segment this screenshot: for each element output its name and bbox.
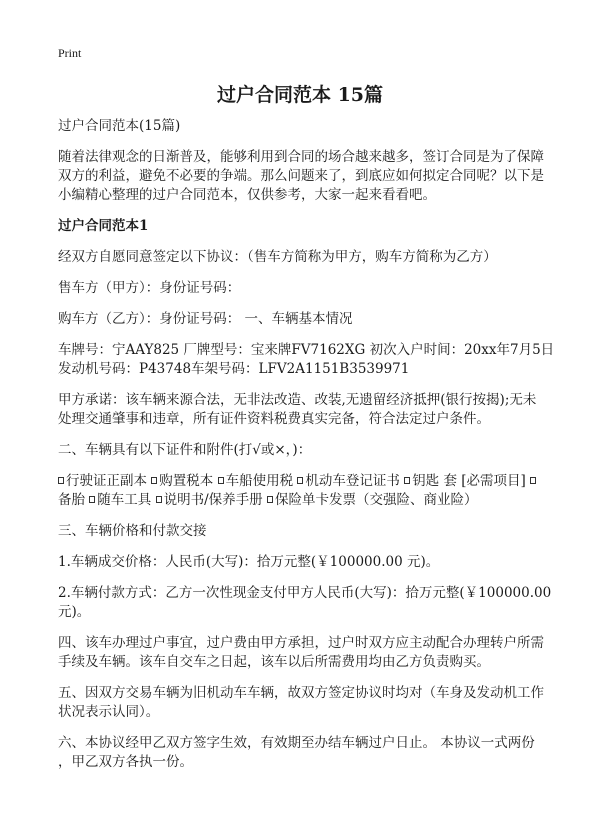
document-item: 说明书/保养手册 (163, 492, 263, 508)
section6-line: 六、本协议经甲乙双方签字生效，有效期至办结车辆过户日止。 本协议一式两份 (58, 735, 535, 751)
document-item: 行驶证正副本 (66, 473, 147, 489)
section-heading: 过户合同范本1 (58, 218, 149, 234)
checkbox-icon (156, 496, 162, 503)
intro-paragraph (58, 148, 560, 205)
checkbox-icon (218, 477, 224, 484)
checkbox-icon (151, 477, 157, 484)
section4-paragraph (58, 634, 560, 672)
document-item: 备胎 (58, 492, 85, 508)
section4-line: 手续及车辆。该车自交车之日起，该车以后所需费用均由乙方负责购买。 (58, 654, 490, 670)
seller-promise-line: 甲方承诺：该车辆来源合法，无非法改造、改装,无遗留经济抵押(银行按揭);无未 (58, 392, 537, 408)
checkbox-icon (58, 477, 64, 484)
documents-line (58, 491, 560, 510)
document-item: 车船使用税 (225, 473, 294, 489)
checkbox-icon (404, 477, 410, 484)
intro-line: 双方的利益，避免不必要的争端。那么问题来了，到底应如何拟定合同呢？以下是 (58, 168, 544, 184)
section6-paragraph (58, 734, 560, 772)
documents-line (58, 472, 560, 491)
documents-checklist (58, 472, 560, 510)
document-item: 购置税本 (159, 473, 214, 489)
payment-paragraph (58, 584, 560, 622)
document-item: 随车工具 (97, 492, 152, 508)
vehicle-info-paragraph (58, 341, 560, 379)
intro-line: 随着法律观念的日渐普及，能够利用到合同的场合越来越多，签订合同是为了保障 (58, 149, 544, 165)
buyer-paragraph: 购车方（乙方）：身份证号码： 一、车辆基本情况 (58, 311, 353, 327)
price-paragraph: 1.车辆成交价格：人民币(大写)：拾万元整(￥100000.00 元)。 (58, 554, 440, 570)
checkbox-icon (267, 496, 273, 503)
section5-line: 状况表示认同）。 (58, 704, 160, 720)
document-item: 钥匙 套 [必需项目] (412, 473, 526, 489)
print-link[interactable]: Print (58, 46, 82, 60)
intro-line: 小编精心整理的过户合同范本，仅供参考，大家一起来看看吧。 (58, 187, 436, 203)
section5-line: 五、因双方交易车辆为旧机动车车辆，故双方签定协议时均对（车身及发动机工作 (58, 685, 544, 701)
seller-paragraph: 售车方（甲方）：身份证号码： (58, 280, 241, 296)
section6-line: ，甲乙双方各执一份。 (58, 754, 193, 770)
vehicle-info-line: 车牌号：宁AAY825 厂牌型号：宝来牌FV7162XG 初次入户时间：20xx年7月5日 (58, 342, 555, 358)
document-item: 保险单卡发票（交强险、商业险） (274, 492, 478, 508)
section3-heading: 三、车辆价格和付款交接 (58, 523, 207, 539)
payment-line: 2.车辆付款方式：乙方一次性现金支付甲方人民币(大写)：拾万元整(￥100000.00 (58, 585, 552, 601)
agreement-paragraph: 经双方自愿同意签定以下协议：（售车方简称为甲方，购车方简称为乙方） (58, 249, 497, 265)
payment-line: 元)。 (58, 604, 91, 620)
seller-promise-line: 处理交通肇事和违章，所有证件资料税费真实完备，符合法定过户条件。 (58, 411, 490, 427)
vehicle-info-line: 发动机号码：P43748车架号码：LFV2A1151B3539971 (58, 361, 410, 377)
document-body (58, 117, 560, 772)
section5-paragraph (58, 684, 560, 722)
seller-promise-paragraph (58, 391, 560, 429)
document-item: 机动车登记证书 (305, 473, 400, 489)
page-title: 过户合同范本 15篇 (216, 84, 384, 106)
checkbox-icon (297, 477, 303, 484)
section4-line: 四、该车办理过户事宜，过户费由甲方承担，过户时双方应主动配合办理转户所需 (58, 635, 544, 651)
document-subtitle: 过户合同范本(15篇) (58, 118, 181, 134)
checkbox-icon (530, 477, 536, 484)
checkbox-icon (89, 496, 95, 503)
section2-heading: 二、车辆具有以下证件和附件(打√或×，)： (58, 442, 312, 458)
